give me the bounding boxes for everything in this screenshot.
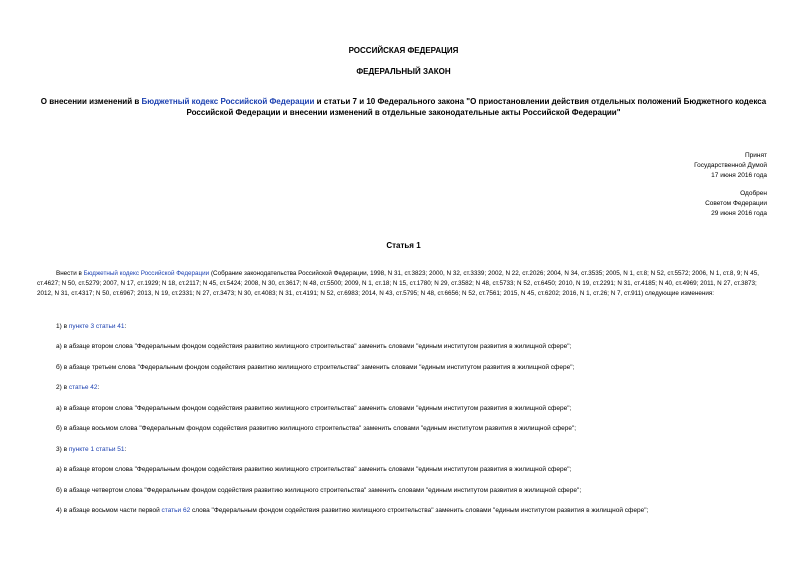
- title-text-2: и статьи 7 и 10 Федерального закона "О приостановлении действия отдельных положений Бюджетного кодекса Российской Федерации и внесении изменений в отдельные законодательные акты Российской Федерации": [186, 97, 767, 117]
- item-1: [56, 323, 126, 330]
- law-type-heading: ФЕДЕРАЛЬНЫЙ ЗАКОН: [356, 67, 451, 76]
- item-3-link[interactable]: пункте 1 статьи 51: [68, 446, 125, 453]
- item-4: [56, 507, 648, 514]
- item-2-prefix: 2) в: [56, 384, 69, 391]
- adopted-date: 17 июня 2016 года: [711, 172, 767, 179]
- item-3-suffix: :: [124, 446, 127, 453]
- approved-body: Советом Федерации: [705, 200, 767, 207]
- item-2a: а) в абзаце втором слова "Федеральным фондом содействия развитию жилищного строительства" заменить словами "единым институтом развития в жилищной сфере";: [56, 405, 572, 412]
- item-4-prefix: 4) в абзаце восьмом части первой: [56, 507, 162, 514]
- title-text-1: О внесении изменений в: [40, 97, 142, 106]
- adopted-block: [694, 151, 767, 181]
- approved-date: 29 июня 2016 года: [711, 210, 767, 217]
- law-title: [40, 96, 767, 118]
- intro-text-1: Внести в: [56, 270, 84, 277]
- article-intro: [37, 269, 769, 299]
- federation-heading: РОССИЙСКАЯ ФЕДЕРАЦИЯ: [348, 46, 459, 55]
- item-3-prefix: 3) в: [56, 446, 69, 453]
- adopted-body: Государственной Думой: [694, 162, 767, 169]
- item-2: [56, 384, 99, 391]
- approved-block: [705, 189, 767, 219]
- item-2-link[interactable]: статье 42: [68, 384, 98, 391]
- item-1-link[interactable]: пункте 3 статьи 41: [68, 323, 125, 330]
- item-3: [56, 446, 126, 453]
- adopted-label: Принят: [744, 152, 767, 159]
- intro-budget-code-link[interactable]: Бюджетный кодекс Российской Федерации: [83, 270, 210, 277]
- item-3b: б) в абзаце четвертом слова "Федеральным фондом содействия развитию жилищного строительства" заменить словами "единым институтом развития в жилищной сфере";: [56, 487, 582, 494]
- item-1-prefix: 1) в: [56, 323, 69, 330]
- item-3a: а) в абзаце втором слова "Федеральным фондом содействия развитию жилищного строительства" заменить словами "единым институтом развития в жилищной сфере";: [56, 466, 572, 473]
- item-1b: б) в абзаце третьем слова "Федеральным фондом содействия развитию жилищного строительства" заменить словами "единым институтом развития в жилищной сфере";: [56, 364, 575, 371]
- approved-label: Одобрен: [740, 190, 767, 197]
- article-heading: Статья 1: [386, 241, 421, 250]
- item-1-suffix: :: [124, 323, 127, 330]
- item-4-suffix: слова "Федеральным фондом содействия развитию жилищного строительства" заменить словами "единым институтом развития в жилищной сфере";: [190, 507, 649, 514]
- item-2b: б) в абзаце восьмом слова "Федеральным фондом содействия развитию жилищного строительства" заменить словами "единым институтом развития в жилищной сфере";: [56, 425, 577, 432]
- item-2-suffix: :: [97, 384, 100, 391]
- item-1a: а) в абзаце втором слова "Федеральным фондом содействия развитию жилищного строительства" заменить словами "единым институтом развития в жилищной сфере";: [56, 343, 572, 350]
- budget-code-link[interactable]: Бюджетный кодекс Российской Федерации: [141, 97, 315, 106]
- intro-text-2: (Собрание законодательства Российской Федерации, 1998, N 31, ст.3823; 2000, N 32, ст.3339; 2002, N 22, ст.2026; 2004, N 34, ст.3535; 2005, N 1, ст.8; N 52, ст.5572; 2006, N 1, ст.8, 9; N 45, ст.4627; N 50, ст.5279; 2007, N 17, ст.1929; N 18, ст.2117; N 45, ст.5424; 2008, N 30, ст.3617; N 48, ст.5500; 2009, N 1, ст.18; N 15, ст.1780; N 29, ст.3582; N 48, ст.5733; N 52, ст.6450; 2010, N 19, ст.2291; N 31, ст.4185; N 40, ст.4969; 2011, N 27, ст.3873; 2012, N 31, ст.4317; N 50, ст.6967; 2013, N 19, ст.2331; N 27, ст.3473; N 30, ст.4083; N 31, ст.4191; N 52, ст.6983; 2014, N 43, ст.5795; N 48, ст.6656; N 52, ст.7561; 2015, N 45, ст.6202; 2016, N 1, ст.26; N 7, ст.911) следующие изменения:: [37, 270, 759, 297]
- item-4-link[interactable]: статьи 62: [161, 507, 191, 514]
